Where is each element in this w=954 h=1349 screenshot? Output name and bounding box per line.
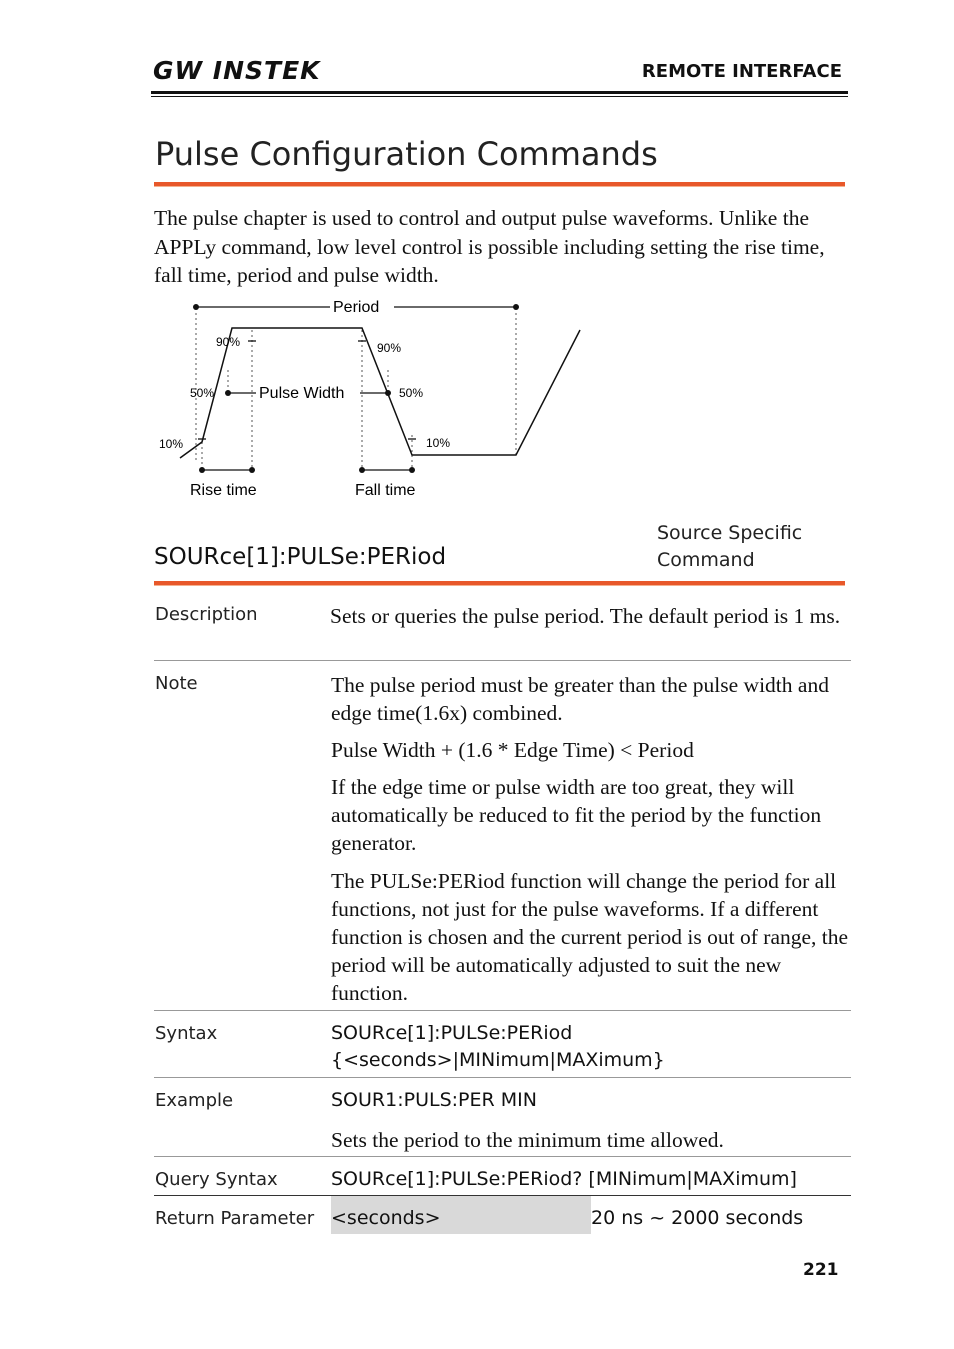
period-label: Period xyxy=(333,299,380,316)
pct-90-right: 90% xyxy=(377,341,402,355)
example-label: Example xyxy=(155,1090,234,1111)
rise-time-label: Rise time xyxy=(190,482,257,499)
fall-time-label: Fall time xyxy=(355,482,416,499)
intro-paragraph: The pulse chapter is used to control and output pulse waveforms. Unlike the APPLy command, low level control is possible including setting the rise time, fall time, period and pulse width. xyxy=(154,206,825,287)
description-text: Sets or queries the pulse period. The default period is 1 ms. xyxy=(330,604,841,628)
row-divider xyxy=(154,1077,851,1078)
page-number: 221 xyxy=(803,1260,839,1280)
return-parameter-value: <seconds> xyxy=(331,1207,441,1229)
header-rule-thin xyxy=(151,96,848,97)
pct-10-left: 10% xyxy=(159,437,184,451)
pct-10-right: 10% xyxy=(426,436,451,450)
query-syntax: SOURce[1]:PULSe:PERiod? [MINimum|MAXimum] xyxy=(331,1168,797,1190)
header-rule xyxy=(151,91,848,94)
pct-90-left: 90% xyxy=(216,335,241,349)
row-divider xyxy=(154,1010,851,1011)
note-3: The PULSe:PERiod function will change the period for all functions, not just for the pulse waveforms. If a different function is chosen and the current period is out of range, the period will be automatically adjusted to suit the new function. xyxy=(331,869,849,1005)
note-label: Note xyxy=(155,673,198,694)
pulse-waveform-diagram xyxy=(150,290,590,505)
return-parameter-label: Return Parameter xyxy=(155,1208,315,1229)
pulse-width-label: Pulse Width xyxy=(259,385,345,402)
command-type: Source Specific Command xyxy=(657,522,803,571)
pct-50-right: 50% xyxy=(399,386,424,400)
syntax-label: Syntax xyxy=(155,1023,218,1044)
note-1: The pulse period must be greater than the pulse width and edge time(1.6x) combined. xyxy=(331,673,829,725)
row-divider xyxy=(154,660,851,661)
command-name: SOURce[1]:PULSe:PERiod xyxy=(154,544,447,570)
return-parameter-range: 20 ns ~ 2000 seconds xyxy=(591,1207,804,1229)
note-formula: Pulse Width + (1.6 * Edge Time) < Period xyxy=(331,738,694,762)
example-description: Sets the period to the minimum time allowed. xyxy=(331,1128,724,1152)
row-divider xyxy=(154,1156,851,1157)
gw-instek-logo: GW INSTEK xyxy=(153,56,321,85)
note-2: If the edge time or pulse width are too great, they will automatically be reduced to fit the period by the function generator. xyxy=(331,775,822,855)
query-syntax-label: Query Syntax xyxy=(155,1169,278,1190)
command-rule xyxy=(154,581,845,586)
syntax-line-1: SOURce[1]:PULSe:PERiod xyxy=(331,1022,573,1044)
example-command: SOUR1:PULS:PER MIN xyxy=(331,1089,537,1111)
title-rule xyxy=(154,182,845,187)
description-label: Description xyxy=(155,604,258,625)
syntax-line-2: {<seconds>|MINimum|MAXimum} xyxy=(331,1049,665,1071)
page-title: Pulse Configuration Commands xyxy=(155,135,658,173)
pct-50-left: 50% xyxy=(190,386,215,400)
section-label: REMOTE INTERFACE xyxy=(641,61,842,82)
